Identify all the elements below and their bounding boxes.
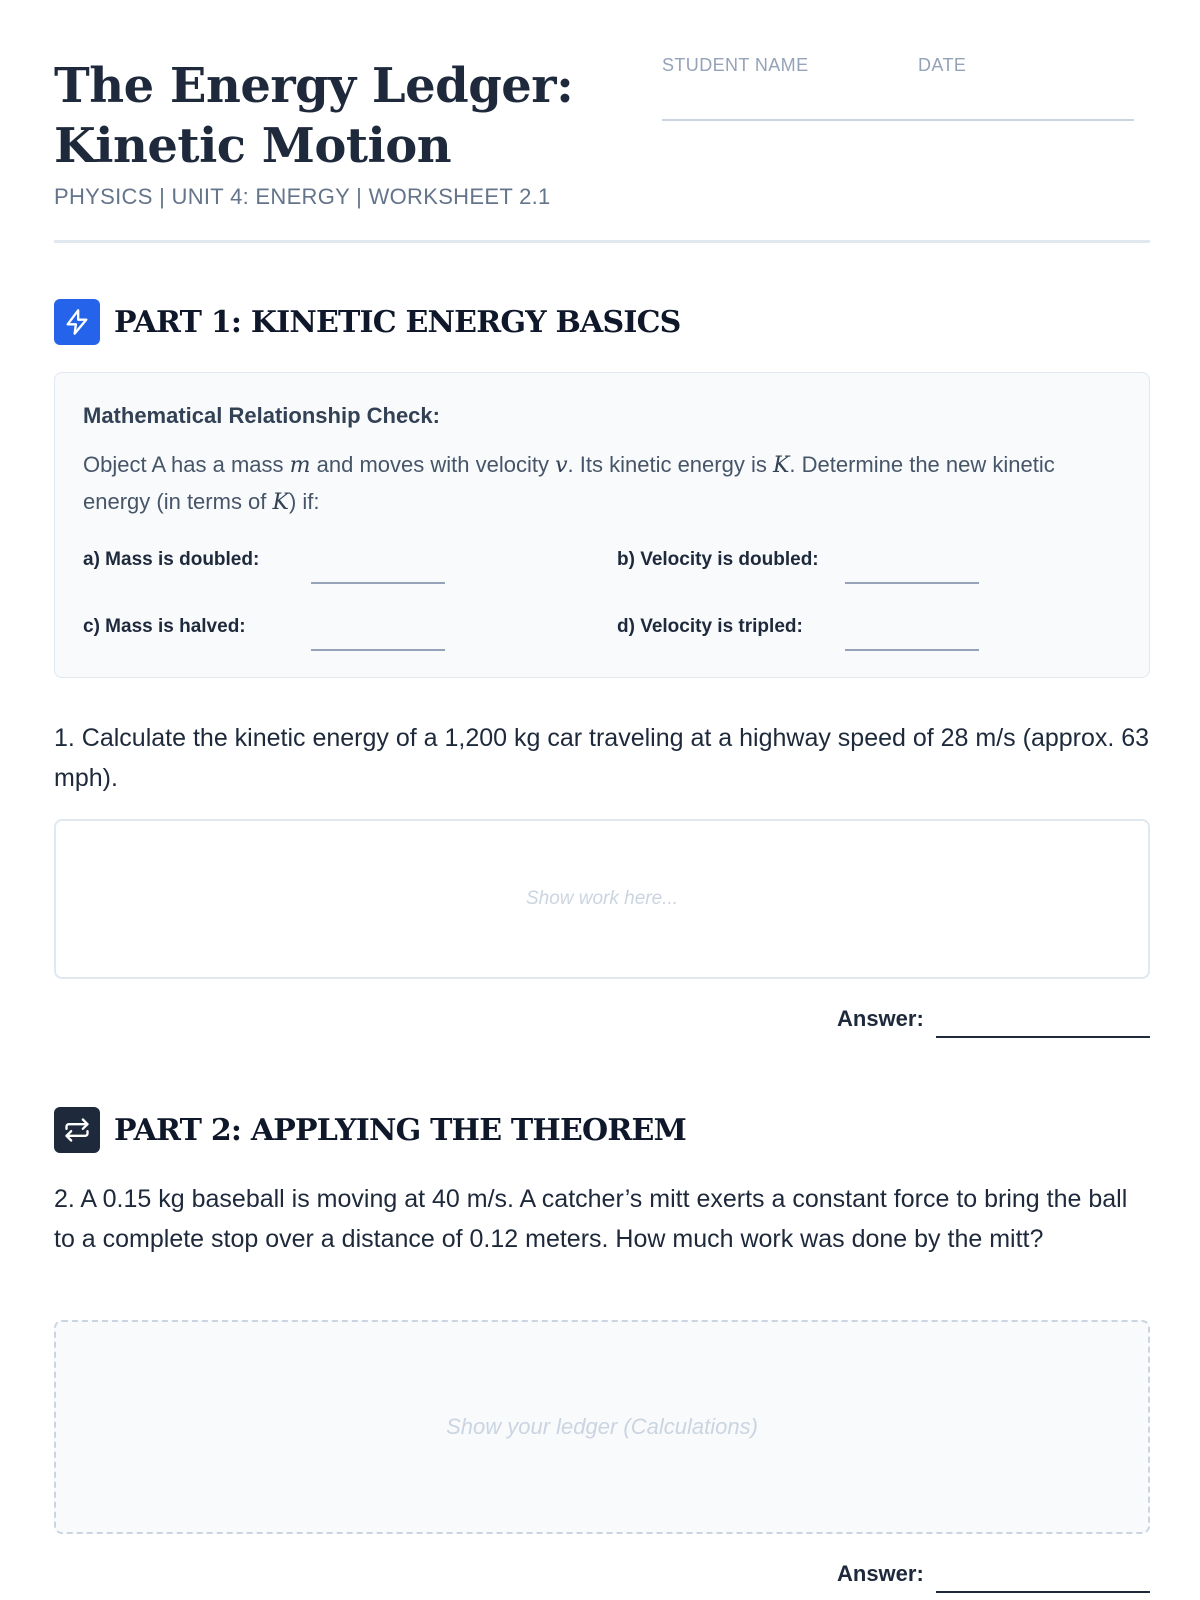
var-v: v	[555, 453, 568, 478]
part1-title: PART 1: KINETIC ENERGY BASICS	[114, 304, 681, 340]
page-title: The Energy Ledger: Kinetic Motion	[54, 58, 574, 174]
check-item-c: c) Mass is halved:	[83, 616, 246, 637]
check-item-b: b) Velocity is doubled:	[617, 549, 819, 570]
var-k: K	[272, 490, 289, 515]
work-area-2[interactable]	[54, 1320, 1150, 1534]
check-title: Mathematical Relationship Check:	[83, 403, 440, 428]
worksheet-header	[54, 0, 1150, 245]
worksheet-page	[54, 0, 1150, 1586]
work-area-1[interactable]	[54, 819, 1150, 979]
part1-heading	[54, 298, 681, 346]
date-label: DATE	[918, 55, 967, 75]
work-placeholder-1: Show work here...	[525, 888, 679, 909]
answer-blank-d[interactable]	[845, 649, 979, 651]
page-subtitle: PHYSICS | UNIT 4: ENERGY | WORKSHEET 2.1	[54, 184, 551, 209]
check-prompt: Object A has a mass m and moves with velocity v. Its kinetic energy is K. Determine the new kinetic energy (in terms of K) if:	[83, 452, 1055, 515]
work-placeholder-2: Show your ledger (Calculations)	[446, 1414, 758, 1439]
check-item-a: a) Mass is doubled:	[83, 549, 260, 570]
swap-arrows-icon	[54, 1107, 100, 1153]
answer-label-1: Answer:	[837, 1006, 924, 1031]
part2-heading	[54, 1106, 686, 1154]
lightning-icon	[54, 299, 100, 345]
student-name-label: STUDENT NAME	[662, 55, 809, 75]
answer-blank-b[interactable]	[845, 582, 979, 584]
question-1: 1. Calculate the kinetic energy of a 1,200 kg car traveling at a highway speed of 28 m/s (approx. 63 mph).	[54, 724, 1150, 792]
answer-label-2: Answer:	[837, 1561, 924, 1586]
var-k: K	[772, 453, 790, 478]
question-2: 2. A 0.15 kg baseball is moving at 40 m/s. A catcher’s mitt exerts a constant force to bring the ball to a complete stop over a distance of 0.12 meters. How much work was done by the mitt?	[54, 1185, 1128, 1253]
header-divider	[54, 240, 1150, 243]
answer-line-1[interactable]	[936, 1036, 1150, 1038]
answer-blank-a[interactable]	[311, 582, 445, 584]
answer-line-2[interactable]	[936, 1591, 1150, 1593]
part2-title: PART 2: APPLYING THE THEOREM	[114, 1112, 686, 1148]
var-m: m	[289, 453, 311, 478]
relationship-check-box	[54, 372, 1150, 678]
answer-blank-c[interactable]	[311, 649, 445, 651]
student-info-field[interactable]	[662, 55, 1134, 121]
check-item-d: d) Velocity is tripled:	[617, 616, 803, 637]
